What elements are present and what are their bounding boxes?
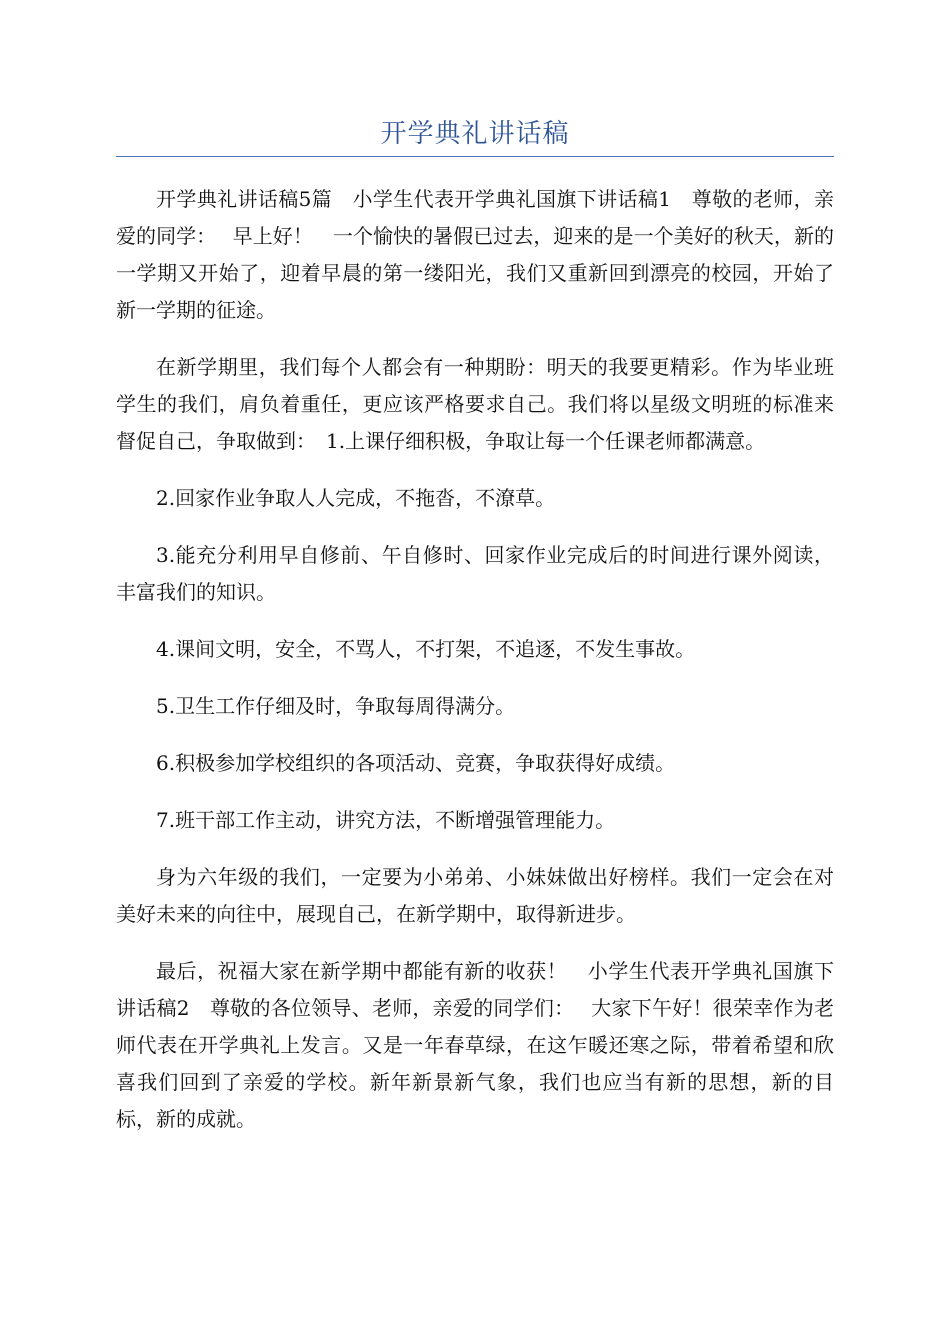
paragraph-4: 3.能充分利用早自修前、午自修时、回家作业完成后的时间进行课外阅读，丰富我们的知识。 (116, 543, 834, 604)
paragraph-2: 在新学期里，我们每个人都会有一种期盼：明天的我要更精彩。作为毕业班学生的我们，肩负着重任，更应该严格要求自己。我们将以星级文明班的标准来督促自己，争取做到： 1.上课仔细积极，争取让每一个任课老师都满意。 (116, 355, 834, 453)
paragraph-7: 6.积极参加学校组织的各项活动、竞赛，争取获得好成绩。 (156, 751, 676, 775)
title-underline (116, 156, 834, 157)
document-body (116, 181, 834, 1138)
paragraph-9: 身为六年级的我们，一定要为小弟弟、小妹妹做出好榜样。我们一定会在对美好未来的向往中，展现自己，在新学期中，取得新进步。 (116, 865, 834, 926)
paragraph-10: 最后，祝福大家在新学期中都能有新的收获！ 小学生代表开学典礼国旗下讲话稿2 尊敬的各位领导、老师，亲爱的同学们： 大家下午好！很荣幸作为老师代表在开学典礼上发言。又是一年春草绿，在这乍暖还寒之际，带着希望和欣喜我们回到了亲爱的学校。新年新景新气象，我们也应当有新的思想，新的目标，新的成就。 (116, 959, 834, 1131)
paragraph-1: 开学典礼讲话稿5篇 小学生代表开学典礼国旗下讲话稿1 尊敬的老师，亲爱的同学： 早上好！ 一个愉快的暑假已过去，迎来的是一个美好的秋天，新的一学期又开始了，迎着早晨的第一缕阳光，我们又重新回到漂亮的校园，开始了新一学期的征途。 (116, 187, 834, 322)
paragraph-5: 4.课间文明，安全，不骂人，不打架，不追逐，不发生事故。 (156, 637, 696, 661)
paragraph-3: 2.回家作业争取人人完成，不拖沓，不潦草。 (156, 486, 556, 510)
paragraph-8: 7.班干部工作主动，讲究方法，不断增强管理能力。 (156, 808, 616, 832)
document-title: 开学典礼讲话稿 (380, 119, 570, 149)
paragraph-6: 5.卫生工作仔细及时，争取每周得满分。 (156, 694, 516, 718)
document-page (116, 0, 834, 1158)
